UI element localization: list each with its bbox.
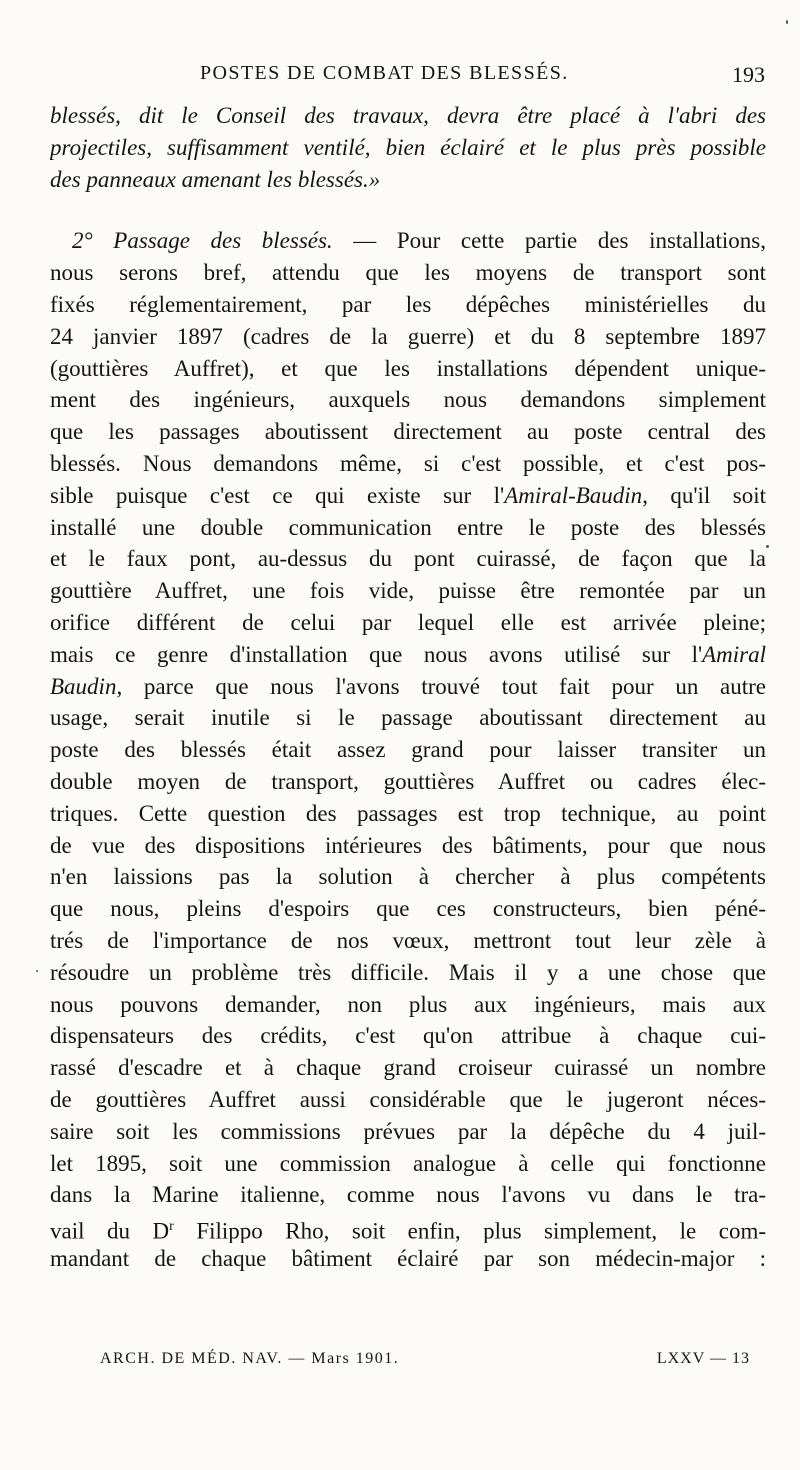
text-line: et le faux pont, au-dessus du pont cuirassé, de façon que la <box>50 546 766 572</box>
text-line: que nous, pleins d'espoirs que ces constructeurs, bien péné- <box>50 896 766 922</box>
text-line: nous pouvons demander, non plus aux ingénieurs, mais aux <box>50 991 766 1017</box>
text-line: que les passages aboutissent directement au poste central des <box>50 419 766 445</box>
text-line: résoudre un problème très difficile. Mais il y a une chose que <box>50 959 766 985</box>
text-line: gouttière Auffret, une fois vide, puisse être remontée par un <box>50 578 766 604</box>
text-line: sible puisque c'est ce qui existe sur l'Amiral-Baudin, qu'il soit <box>50 482 766 508</box>
text-line: mandant de chaque bâtiment éclairé par son médecin-major : <box>50 1245 766 1271</box>
superscript: r <box>169 1219 174 1235</box>
text-line: blessés, dit le Conseil des travaux, devra être placé à l'abri des <box>50 103 766 128</box>
footer-journal-reference: ARCH. DE MÉD. NAV. — Mars 1901. <box>100 1350 400 1367</box>
page-footer <box>100 1350 750 1374</box>
paragraph-gap <box>50 195 766 225</box>
footer-signature-mark: LXXV — 13 <box>656 1350 750 1367</box>
text-line: double moyen de transport, gouttières Auffret ou cadres élec- <box>50 768 766 794</box>
text-line: ment des ingénieurs, auxquels nous demandons simplement <box>50 387 766 413</box>
text-line: mais ce genre d'installation que nous avons utilisé sur l'Amiral <box>50 641 766 667</box>
text-line: vail du $D^r$ Filippo Rho, soit enfin, plus simplement, le com- <box>50 1218 766 1243</box>
text-line: dispensateurs des crédits, c'est qu'on attribue à chaque cui- <box>50 1023 766 1049</box>
print-speck <box>786 20 788 24</box>
text-line: n'en laissions pas la solution à chercher à plus compétents <box>50 864 766 890</box>
text-line: usage, serait inutile si le passage aboutissant directement au <box>50 705 766 731</box>
text-line: installé une double communication entre le poste des blessés <box>50 514 766 540</box>
section-heading: 2° Passage des blessés. <box>72 228 333 254</box>
text-line: fixés réglementairement, par les dépêches ministérielles du <box>50 291 766 317</box>
text-line: rassé d'escadre et à chaque grand croiseur cuirassé un nombre <box>50 1055 766 1081</box>
running-head <box>50 62 765 92</box>
text-line: (gouttières Auffret), et que les installations dépendent unique- <box>50 355 766 381</box>
text-line: 2° Passage des blessés. — Pour cette partie des installations, <box>72 228 766 254</box>
text-line: trés de l'importance de nos vœux, mettront tout leur zèle à <box>50 927 766 953</box>
text-line: de vue des dispositions intérieures des bâtiments, pour que nous <box>50 832 766 858</box>
text-line: let 1895, soit une commission analogue à celle qui fonctionne <box>50 1150 766 1176</box>
print-speck <box>36 970 38 972</box>
text-line: poste des blessés était assez grand pour laisser transiter un <box>50 737 766 763</box>
text-line: de gouttières Auffret aussi considérable que le jugeront néces- <box>50 1086 766 1112</box>
ship-name: Amiral <box>702 641 766 667</box>
text-line: 24 janvier 1897 (cadres de la guerre) et du 8 septembre 1897 <box>50 323 766 349</box>
text-line: saire soit les commissions prévues par la dépêche du 4 juil- <box>50 1118 766 1144</box>
text-line: dans la Marine italienne, comme nous l'avons vu dans le tra- <box>50 1182 766 1208</box>
print-speck <box>766 545 769 548</box>
text-line: orifice différent de celui par lequel elle est arrivée pleine; <box>50 609 766 635</box>
text-line: triques. Cette question des passages est trop technique, au point <box>50 800 766 826</box>
ship-name: Amiral-Baudin <box>504 482 643 508</box>
running-title: POSTES DE COMBAT DES BLESSÉS. <box>200 62 569 84</box>
text-line: Baudin, parce que nous l'avons trouvé tout fait pour un autre <box>50 673 766 699</box>
body-text <box>50 100 766 1275</box>
text-line: blessés. Nous demandons même, si c'est possible, et c'est pos- <box>50 450 766 476</box>
text-line: nous serons bref, attendu que les moyens de transport sont <box>50 260 766 286</box>
ship-name: Baudin <box>50 673 117 699</box>
text-line: des panneaux amenant les blessés.» <box>50 166 381 192</box>
page-number: 193 <box>732 62 765 87</box>
text-line: projectiles, suffisamment ventilé, bien éclairé et le plus près possible <box>50 134 766 160</box>
